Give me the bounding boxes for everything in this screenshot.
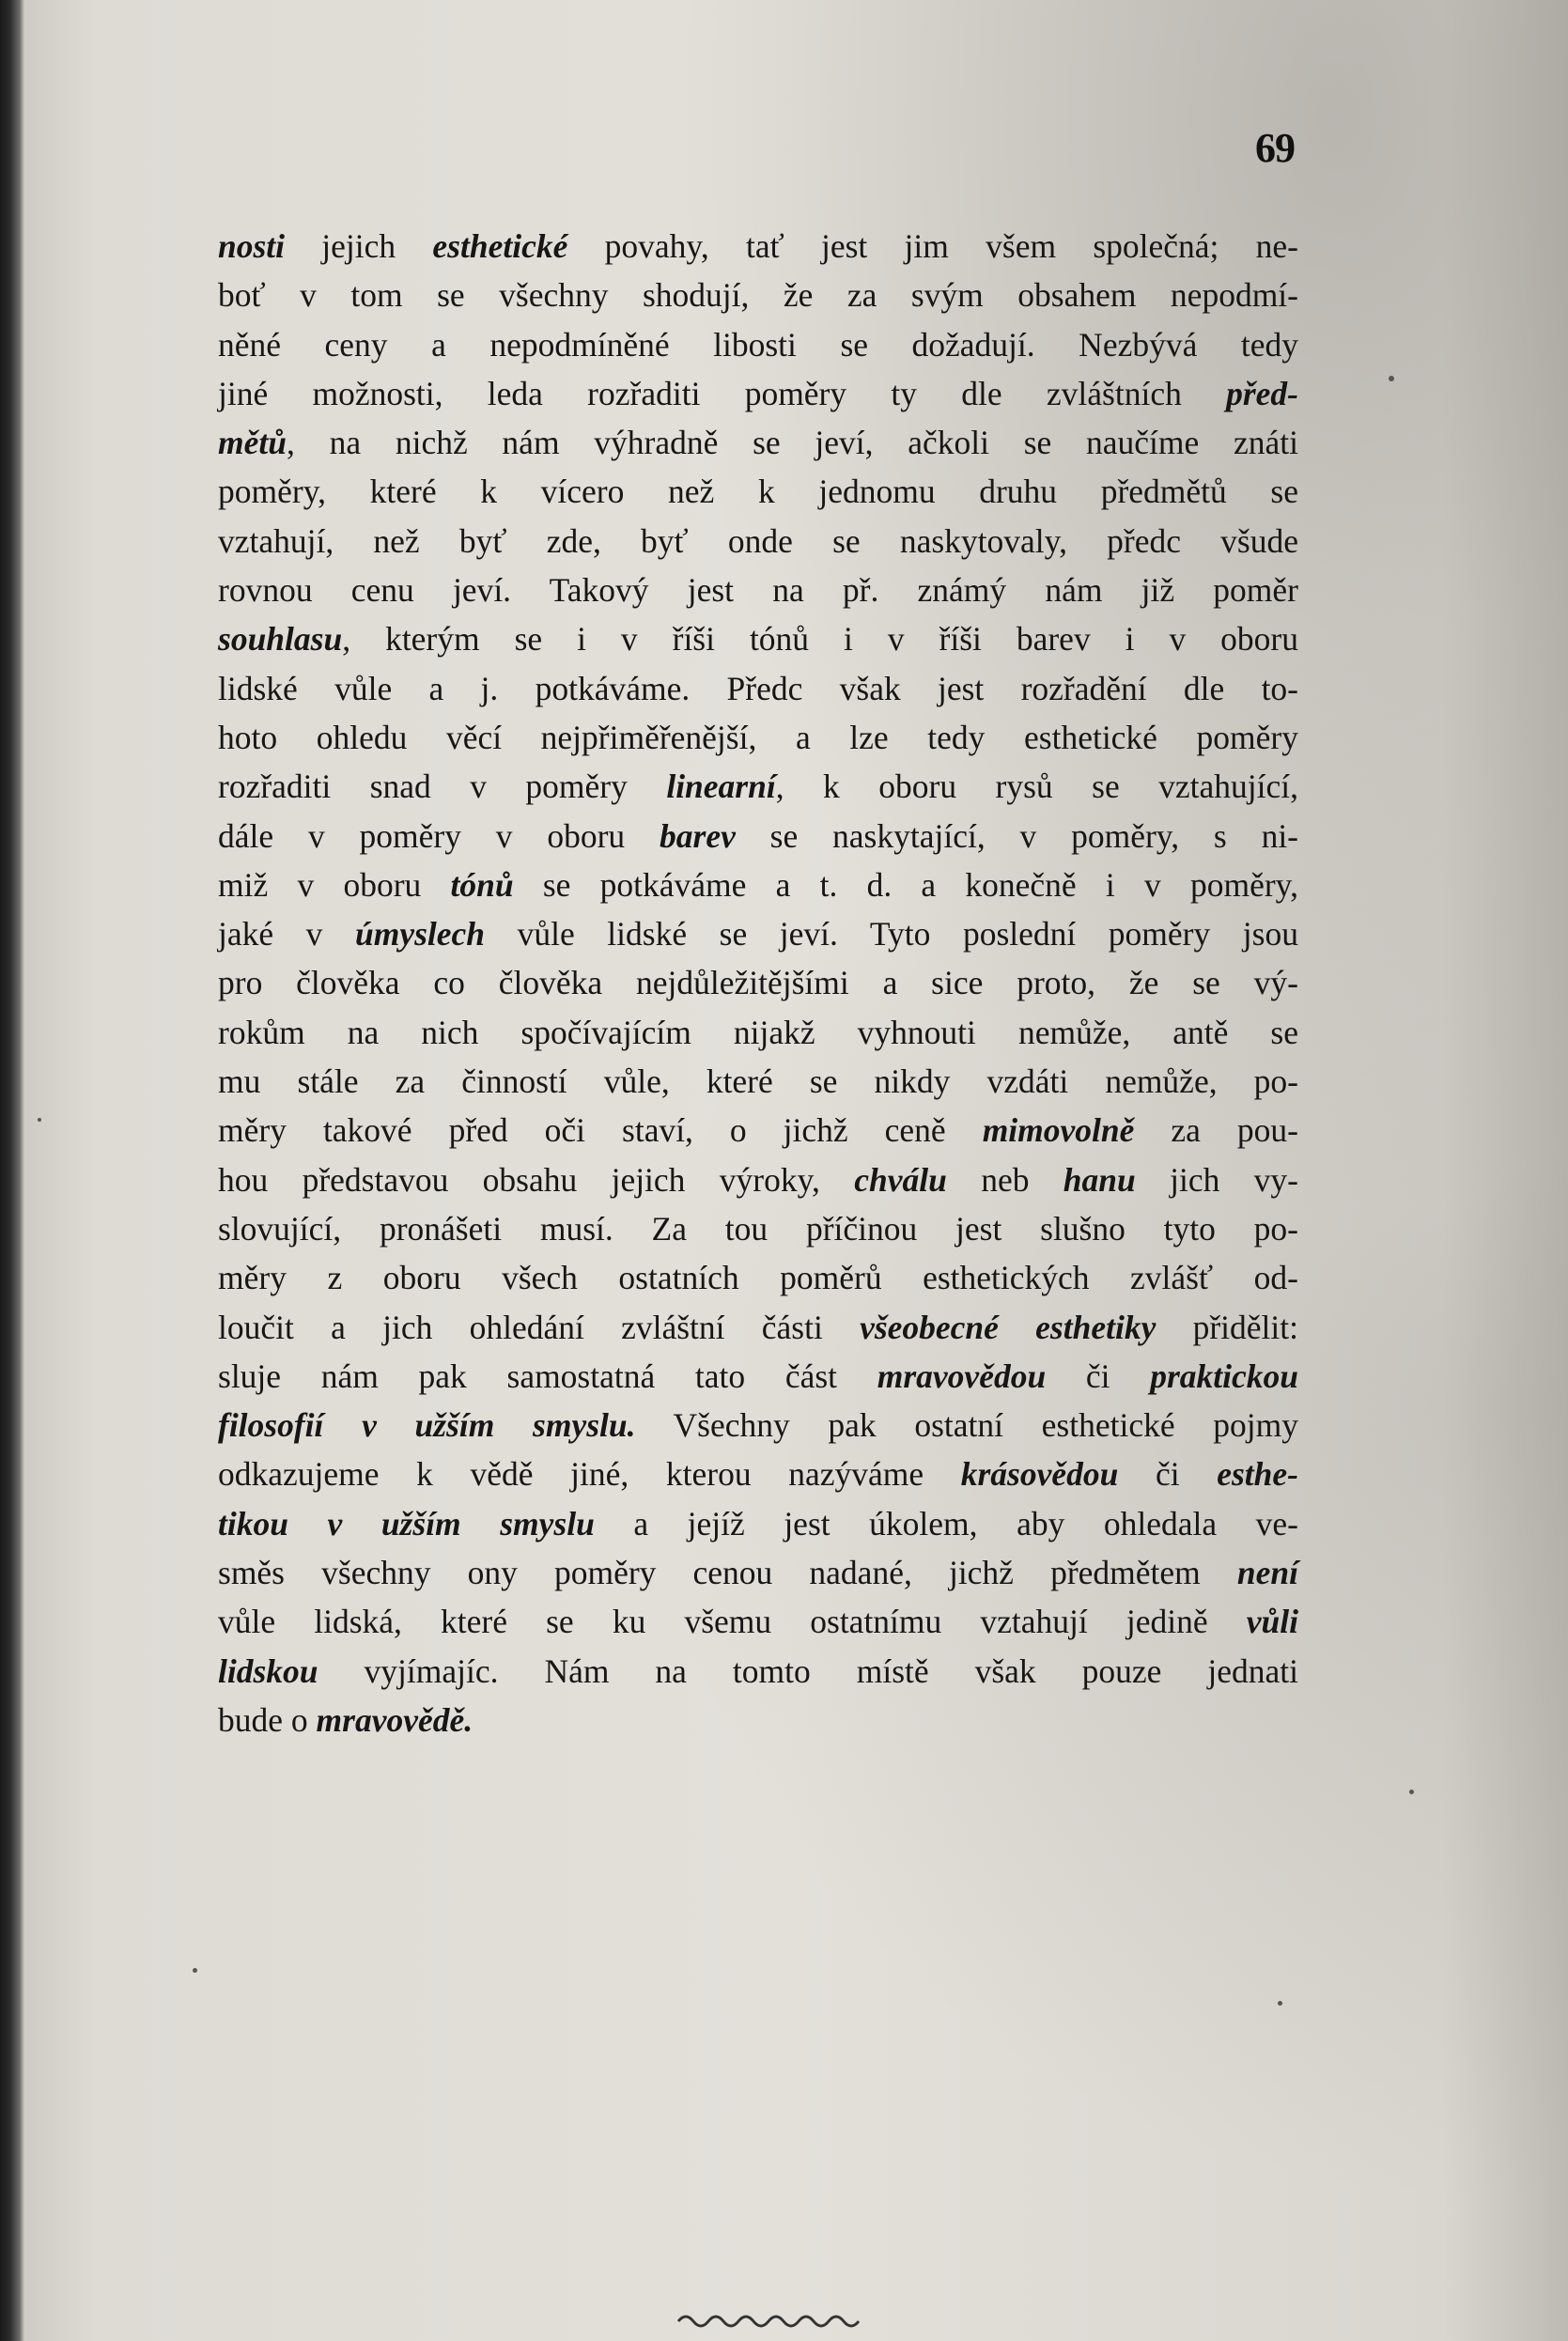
- text-segment: či: [1118, 1455, 1218, 1494]
- emphasized-term: chválu: [854, 1160, 947, 1199]
- text-segment: sluje nám pak samostatná tato část: [218, 1357, 877, 1395]
- text-segment: či: [1046, 1357, 1151, 1395]
- text-line: [218, 1696, 1298, 1744]
- text-line: [218, 222, 1298, 271]
- text-line: [218, 664, 1298, 713]
- text-line: [218, 1499, 1298, 1548]
- text-segment: neb: [946, 1160, 1063, 1199]
- emphasized-term: před-: [1226, 374, 1298, 412]
- text-line: [218, 1008, 1298, 1057]
- text-line: [218, 271, 1298, 319]
- text-segment: odkazujeme k vědě jiné, kterou nazýváme: [218, 1455, 961, 1494]
- emphasized-term: mravovědou: [877, 1357, 1047, 1395]
- text-segment: pro člověka co člověka nejdůležitějšími a sice proto, že se vý-: [218, 964, 1298, 1002]
- text-line: [218, 517, 1298, 566]
- text-line: [218, 320, 1298, 369]
- text-line: [218, 1647, 1298, 1696]
- text-segment: rovnou cenu jeví. Takový jest na př. známý nám již poměr: [218, 571, 1298, 610]
- text-segment: vůle lidské se jeví. Tyto poslední poměry jsou: [485, 915, 1298, 953]
- text-line: [218, 614, 1298, 663]
- binding-edge: [0, 0, 24, 2341]
- text-line: [218, 1253, 1298, 1302]
- emphasized-term: souhlasu: [218, 620, 343, 659]
- text-line: [218, 812, 1298, 860]
- text-line: [218, 1204, 1298, 1253]
- emphasized-term: není: [1236, 1554, 1298, 1592]
- emphasized-term: esthe-: [1217, 1455, 1298, 1494]
- emphasized-term: vůli: [1246, 1603, 1298, 1641]
- emphasized-term: tikou v užším smyslu: [218, 1504, 595, 1543]
- emphasized-term: tónů: [450, 865, 514, 904]
- paper-speck: [1278, 2001, 1282, 2006]
- text-line: [218, 1597, 1298, 1646]
- text-segment: vůle lidská, které se ku všemu ostatnímu vztahují jedině: [218, 1603, 1247, 1641]
- text-segment: jejich: [285, 227, 433, 265]
- text-line: [218, 909, 1298, 958]
- text-segment: jich vy-: [1135, 1160, 1298, 1199]
- text-line: [218, 1303, 1298, 1352]
- text-segment: hoto ohledu věcí nejpřiměřenější, a lze tedy esthetické poměry: [218, 718, 1298, 756]
- text-segment: rozřaditi snad v poměry: [218, 767, 667, 806]
- text-segment: rokům na nich spočívajícím nijakž vyhnouti nemůže, antě se: [218, 1013, 1298, 1051]
- page-number: 69: [1255, 125, 1295, 171]
- text-line: [218, 369, 1298, 418]
- text-segment: boť v tom se všechny shodují, že za svým obsahem nepodmí-: [218, 276, 1298, 315]
- emphasized-term: filosofií v užším smyslu.: [218, 1406, 636, 1445]
- text-segment: , k oboru rysů se vztahující,: [775, 767, 1298, 806]
- emphasized-term: esthetické: [432, 227, 568, 265]
- emphasized-term: linearní: [666, 767, 776, 806]
- text-segment: směs všechny ony poměry cenou nadané, jichž předmětem: [218, 1554, 1237, 1592]
- text-segment: , kterým se i v říši tónů i v říši barev i v oboru: [342, 620, 1298, 659]
- text-segment: povahy, tať jest jim všem společná; ne-: [567, 227, 1298, 265]
- text-segment: dále v poměry v oboru: [218, 816, 660, 855]
- paper-speck: [193, 1968, 197, 1973]
- text-line: [218, 860, 1298, 909]
- text-segment: hou představou obsahu jejich výroky,: [218, 1160, 855, 1199]
- text-segment: mu stále za činností vůle, které se nikdy vzdáti nemůže, po-: [218, 1062, 1298, 1101]
- text-line: [218, 1057, 1298, 1106]
- text-line: [218, 1548, 1298, 1597]
- emphasized-term: krásovědou: [960, 1455, 1119, 1494]
- text-line: [218, 1450, 1298, 1498]
- emphasized-term: praktickou: [1150, 1357, 1299, 1395]
- emphasized-term: mimovolně: [982, 1111, 1135, 1150]
- text-segment: a jejíž jest úkolem, aby ohledala ve-: [594, 1504, 1298, 1543]
- emphasized-term: hanu: [1063, 1160, 1136, 1199]
- text-segment: jiné možnosti, leda rozřaditi poměry ty dle zvláštních: [218, 374, 1227, 412]
- text-line: [218, 1352, 1298, 1401]
- emphasized-term: nosti: [218, 227, 286, 265]
- emphasized-term: lidskou: [218, 1651, 318, 1690]
- text-segment: za pou-: [1134, 1111, 1298, 1150]
- emphasized-term: všeobecné esthetiky: [860, 1308, 1157, 1346]
- text-line: [218, 566, 1298, 614]
- text-line: [218, 1106, 1298, 1155]
- body-text: [218, 222, 1298, 1744]
- text-line: [218, 958, 1298, 1007]
- text-segment: slovující, pronášeti musí. Za tou příčinou jest slušno tyto po-: [218, 1209, 1298, 1248]
- emphasized-term: úmyslech: [355, 915, 486, 953]
- text-segment: miž v oboru: [218, 865, 451, 904]
- text-segment: vyjímajíc. Nám na tomto místě však pouze jednati: [318, 1651, 1298, 1690]
- paper-speck: [1389, 376, 1394, 381]
- emphasized-term: barev: [660, 816, 736, 855]
- text-segment: , na nichž nám výhradně se jeví, ačkoli se naučíme znáti: [286, 424, 1298, 462]
- text-segment: něné ceny a nepodmíněné libosti se dožadují. Nezbývá tedy: [218, 325, 1298, 364]
- text-segment: loučit a jich ohledání zvláštní části: [218, 1308, 861, 1346]
- paper-speck: [1409, 1790, 1414, 1794]
- text-line: [218, 418, 1298, 467]
- text-segment: Všechny pak ostatní esthetické pojmy: [635, 1406, 1299, 1445]
- text-segment: měry z oboru všech ostatních poměrů esthetických zvlášť od-: [218, 1259, 1298, 1297]
- text-line: [218, 1401, 1298, 1450]
- text-segment: se naskytající, v poměry, s ni-: [735, 816, 1299, 855]
- emphasized-term: mětů: [218, 424, 287, 462]
- text-segment: lidské vůle a j. potkáváme. Předc však jest rozřadění dle to-: [218, 669, 1298, 707]
- text-segment: poměry, které k vícero než k jednomu druhu předmětů se: [218, 473, 1298, 511]
- emphasized-term: mravovědě.: [316, 1700, 474, 1739]
- text-segment: měry takové před oči staví, o jichž ceně: [218, 1111, 983, 1150]
- text-segment: bude o: [218, 1700, 317, 1739]
- text-segment: se potkáváme a t. d. a konečně i v poměry,: [513, 865, 1298, 904]
- tilde-ornament-icon: [676, 2306, 864, 2334]
- text-line: [218, 713, 1298, 762]
- text-line: [218, 467, 1298, 516]
- text-line: [218, 1155, 1298, 1204]
- text-segment: přidělit:: [1156, 1308, 1298, 1346]
- paper-speck: [38, 1118, 41, 1122]
- text-segment: vztahují, než byť zde, byť onde se naskytovaly, předc všude: [218, 521, 1298, 560]
- text-segment: jaké v: [218, 915, 355, 953]
- text-line: [218, 762, 1298, 811]
